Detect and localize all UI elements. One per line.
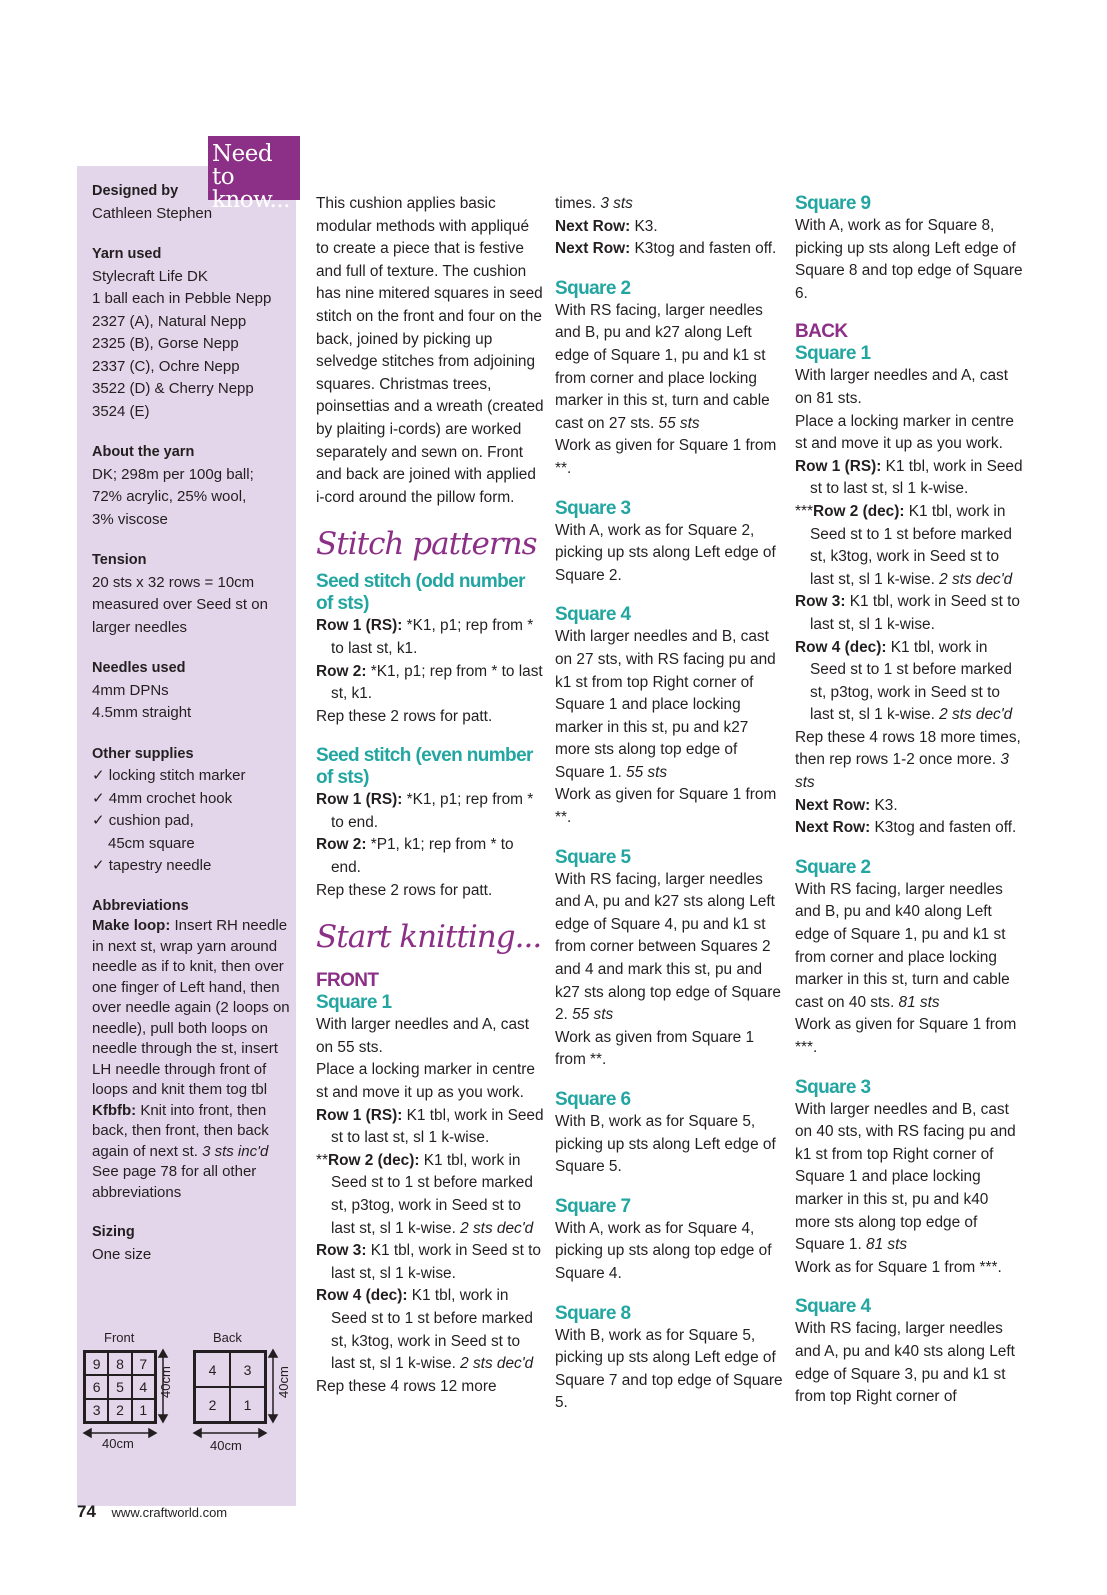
cast-on: With larger needles and A, cast on 55 sts. — [316, 1016, 530, 1056]
row-label: Next Row: — [795, 796, 871, 814]
row-2 — [316, 1150, 544, 1240]
row-text: K1 tbl, work in Seed st to 1 st before marked st, k3tog, work in Seed st to last st, sl 1 k-wise. — [810, 502, 1012, 588]
yarn-line: 3522 (D) & Cherry Nepp — [92, 380, 254, 397]
yarn-line: Stylecraft Life DK — [92, 267, 208, 285]
back-height-label: 40cm — [276, 1366, 291, 1398]
body-text: With RS facing, larger needles and B, pu and k27 along Left edge of Square 1, pu and k1 st from corner and place locking marker in this st, turn and cable cast on 27 sts. — [555, 301, 770, 432]
times-line — [555, 193, 783, 216]
needles-heading: Needles used — [92, 660, 186, 676]
even-row-2 — [316, 834, 544, 879]
row-label: Row 1 (RS): — [316, 1106, 403, 1124]
row-text: K3. — [874, 796, 898, 814]
supply-item-cont: 45cm square — [108, 834, 195, 852]
sts-note: 55 sts — [626, 763, 668, 781]
tension-line: 20 sts x 32 rows = 10cm — [92, 573, 255, 591]
row-label: Next Row: — [555, 217, 631, 235]
abbr-def: Insert RH needle in next st, wrap yarn around needle as if to knit, then over one finger of Left hand, then over needle again (2 loops on needle), pull both loops on needle through the st, insert LH needle through front of loops and knit them tog tbl — [92, 917, 290, 1098]
stitch-patterns-heading: Stitch patterns — [316, 526, 537, 563]
row-label: Row 2: — [316, 662, 367, 680]
row-marker: *** — [795, 502, 813, 520]
row-text: K1 tbl, work in Seed st to 1 st before marked st, k3tog, work in Seed st to last st, sl 1 k-wise. — [331, 1287, 533, 1373]
supplies-heading: Other supplies — [92, 745, 194, 762]
marker-note: Place a locking marker in centre st and move it up as you work. — [795, 412, 1014, 453]
dec-note: 2 sts dec'd — [939, 706, 1013, 724]
back-square-4-heading: Square 4 — [795, 1296, 871, 1318]
next-row-1 — [795, 795, 1023, 818]
column-3 — [795, 193, 1023, 1409]
back-square-2-text — [795, 879, 1023, 1015]
odd-row-1 — [316, 615, 544, 660]
abbr-make-loop — [92, 916, 292, 1101]
row-label: Next Row: — [795, 819, 871, 837]
front-heading: FRONT — [316, 970, 379, 992]
tension-line: larger needles — [92, 618, 188, 636]
abbr-note: 3 sts inc'd — [202, 1142, 269, 1160]
column-1 — [316, 193, 544, 1398]
row-text: *K1, p1; rep from * to last st, k1. — [331, 617, 534, 657]
back-heading: BACK — [795, 321, 848, 343]
square-5-text — [555, 869, 783, 1027]
square-7-heading: Square 7 — [555, 1195, 631, 1217]
row-text: K1 tbl, work in Seed st to last st, sl 1 k-wise. — [810, 593, 1020, 633]
odd-row-2 — [316, 661, 544, 706]
front-cell: 3 — [85, 1399, 108, 1422]
back-square-2-heading: Square 2 — [795, 856, 871, 878]
square-8-heading: Square 8 — [555, 1302, 631, 1324]
row-text: *K1, p1; rep from * to last st, k1. — [331, 662, 543, 703]
back-cell: 3 — [230, 1352, 265, 1387]
sts-note: 3 sts — [600, 195, 633, 212]
back-square-3-heading: Square 3 — [795, 1076, 871, 1098]
abbr-def: Knit into front, then back, then front, then back again of next st. — [92, 1101, 269, 1160]
designed-by-heading: Designed by — [92, 183, 179, 199]
square-6-heading: Square 6 — [555, 1089, 631, 1110]
row-label: Row 3: — [795, 593, 846, 611]
dec-note: 2 sts dec'd — [460, 1219, 534, 1237]
back-label: Back — [213, 1330, 242, 1345]
row-text: K1 tbl, work in Seed st to last st, sl 1 k-wise. — [331, 1106, 544, 1147]
front-width-label: 40cm — [102, 1436, 134, 1451]
back-square-4-text: With RS facing, larger needles and A, pu and k40 sts along Left edge of Square 3, pu and k1 st from top Right corner of — [795, 1320, 1015, 1406]
front-cell: 2 — [108, 1399, 131, 1422]
square-2-text — [555, 300, 783, 436]
row-label: Row 1 (RS): — [316, 617, 403, 635]
back-square-2-work: Work as given for Square 1 from ***. — [795, 1016, 1017, 1056]
square-9-heading: Square 9 — [795, 193, 871, 214]
abbr-term: Kfbfb: — [92, 1101, 137, 1119]
back-width-label: 40cm — [210, 1438, 242, 1453]
repeat-note — [795, 727, 1023, 795]
back-square-3-text — [795, 1099, 1023, 1257]
front-cell: 5 — [108, 1375, 131, 1398]
repeat-note: Rep these 4 rows 12 more — [316, 1377, 497, 1395]
back-cell: 4 — [195, 1352, 230, 1387]
row-text: K3. — [634, 217, 658, 235]
column-2 — [555, 193, 783, 1415]
row-label: Row 3: — [316, 1242, 367, 1260]
back-cell: 2 — [195, 1387, 230, 1422]
square-7-text: With A, work as for Square 4, picking up sts along top edge of Square 4. — [555, 1219, 772, 1282]
row-label: Row 2 (dec): — [327, 1151, 420, 1169]
row-3 — [795, 591, 1023, 636]
front-square-1-heading: Square 1 — [316, 992, 392, 1014]
square-5-heading: Square 5 — [555, 846, 631, 868]
square-9-text: With A, work as for Square 8, picking up sts along Left edge of Square 8 and top edge of Square 6. — [795, 217, 1023, 302]
need-to-know-badge: Need to know... — [208, 136, 300, 200]
row-text: *P1, k1; rep from * to end. — [331, 836, 514, 877]
even-repeat: Rep these 2 rows for patt. — [316, 881, 493, 899]
needle-line: 4.5mm straight — [92, 704, 192, 721]
row-4 — [316, 1285, 544, 1375]
tension-line: measured over Seed st on — [92, 596, 268, 613]
dec-note: 2 sts dec'd — [460, 1355, 534, 1373]
needle-line: 4mm DPNs — [92, 681, 169, 699]
row-1 — [316, 1105, 544, 1150]
marker-note: Place a locking marker in centre st and move it up as you work. — [316, 1061, 535, 1102]
about-line: 3% viscose — [92, 510, 168, 528]
abbr-kfbfb — [92, 1101, 292, 1163]
front-cell: 1 — [132, 1399, 155, 1422]
see-page-note: See page 78 for all other abbreviations — [92, 1163, 257, 1201]
row-label: Row 4 (dec): — [316, 1287, 408, 1305]
sts-note: 3 sts — [795, 751, 1009, 792]
row-text: *K1, p1; rep from * to end. — [331, 791, 534, 831]
sts-note: 55 sts — [658, 414, 700, 432]
square-5-work: Work as given from Square 1 from **. — [555, 1028, 755, 1069]
abbreviations-heading: Abbreviations — [92, 897, 189, 914]
body-text: With larger needles and B, cast on 40 sts, with RS facing pu and k1 st from top Right corner of Square 1 and place locking marker in this st, pu and k40 more sts along top edge of Square 1. — [795, 1100, 1016, 1254]
front-cell: 4 — [132, 1375, 155, 1398]
about-yarn-heading: About the yarn — [92, 444, 195, 460]
yarn-heading: Yarn used — [92, 246, 162, 262]
yarn-line: 2337 (C), Ochre Nepp — [92, 357, 240, 375]
front-height-label: 40cm — [158, 1366, 173, 1398]
row-label: Row 2: — [316, 836, 367, 854]
row-text: K3tog and fasten off. — [874, 819, 1017, 837]
row-3 — [316, 1240, 544, 1285]
times-text: times. — [555, 195, 597, 212]
sts-note: 81 sts — [866, 1236, 908, 1254]
yarn-line: 3524 (E) — [92, 402, 150, 420]
row-text: K1 tbl, work in Seed st to 1 st before marked st, p3tog, work in Seed st to last st, sl 1 k-wise. — [810, 638, 1012, 724]
row-2 — [795, 501, 1023, 591]
about-line: 72% acrylic, 25% wool, — [92, 488, 247, 505]
row-label: Row 4 (dec): — [795, 638, 887, 656]
seed-odd-heading: Seed stitch (odd number of sts) — [316, 571, 525, 615]
cast-on: With larger needles and A, cast on 81 sts. — [795, 367, 1009, 407]
row-marker: ** — [316, 1151, 328, 1169]
front-cell: 9 — [85, 1352, 108, 1375]
yarn-line: 2327 (A), Natural Nepp — [92, 312, 247, 330]
sts-note: 81 sts — [898, 993, 940, 1011]
page-footer — [77, 1502, 227, 1522]
designer-name: Cathleen Stephen — [92, 204, 213, 222]
sizing-value: One size — [92, 1245, 152, 1263]
sidebar-content — [92, 180, 292, 1284]
square-2-work: Work as given for Square 1 from **. — [555, 437, 777, 477]
sizing-heading: Sizing — [92, 1224, 135, 1240]
start-knitting-heading: Start knitting... — [316, 919, 542, 956]
square-8-text: With B, work as for Square 5, picking up sts along Left edge of Square 7 and top edge of Square 5. — [555, 1326, 783, 1412]
abbr-term: Make loop: — [92, 917, 171, 934]
supply-item: ✓ 4mm crochet hook — [92, 788, 292, 811]
body-text: With RS facing, larger needles and B, pu and k40 along Left edge of Square 1, pu and k1 st from corner and place locking marker in this st, turn and cable cast on 40 sts. — [795, 880, 1010, 1011]
next-row-1 — [555, 216, 783, 239]
assembly-diagram — [80, 1330, 290, 1470]
row-text: K1 tbl, work in Seed st to last st, sl 1 k-wise. — [810, 457, 1023, 498]
square-4-work: Work as given for Square 1 from **. — [555, 786, 777, 827]
row-text: K1 tbl, work in Seed st to last st, sl 1 k-wise. — [331, 1242, 541, 1282]
row-label: Row 1 (RS): — [795, 457, 882, 475]
about-line: DK; 298m per 100g ball; — [92, 465, 254, 483]
row-text: K1 tbl, work in Seed st to 1 st before marked st, p3tog, work in Seed st to last st, sl 1 k-wise. — [331, 1151, 533, 1237]
row-label: Next Row: — [555, 240, 631, 258]
even-row-1 — [316, 789, 544, 834]
supply-item: ✓ locking stitch marker — [92, 765, 292, 788]
row-label: Row 2 (dec): — [812, 502, 905, 520]
square-6-text: With B, work as for Square 5, picking up sts along Left edge of Square 5. — [555, 1113, 776, 1176]
sts-note: 55 sts — [572, 1006, 614, 1024]
front-cell: 7 — [132, 1352, 155, 1375]
supply-item: ✓ tapestry needle — [92, 855, 292, 878]
square-4-text — [555, 626, 783, 784]
next-row-2 — [795, 817, 1023, 840]
front-label: Front — [104, 1330, 135, 1345]
back-square-3-work: Work as for Square 1 from ***. — [795, 1258, 1002, 1276]
supply-item: ✓ cushion pad, — [92, 810, 292, 833]
intro-paragraph: This cushion applies basic modular methods with appliqué to create a piece that is festive and full of texture. The cushion has nine mitered squares in seed stitch on the front and four on the back, joined by picking up selvedge stitches from adjoining squares. Christmas trees, poinsettias and a wreath (created by plaiting i-cords) are worked separately and sewn on. Front and back are joined with applied i-cord around the pillow form. — [316, 195, 544, 506]
footer-url[interactable]: www.craftworld.com — [111, 1505, 228, 1520]
next-row-2 — [555, 238, 783, 261]
dec-note: 2 sts dec'd — [939, 570, 1013, 588]
square-4-heading: Square 4 — [555, 604, 631, 626]
square-2-heading: Square 2 — [555, 277, 631, 299]
tension-heading: Tension — [92, 552, 147, 568]
seed-even-heading: Seed stitch (even number of sts) — [316, 745, 533, 789]
yarn-line: 2325 (B), Gorse Nepp — [92, 335, 239, 352]
square-3-heading: Square 3 — [555, 497, 631, 519]
row-text: K3tog and fasten off. — [634, 240, 777, 258]
back-square-1-heading: Square 1 — [795, 343, 871, 365]
body-text: With larger needles and B, cast on 27 sts, with RS facing pu and k1 st from top Right corner of Square 1 and place locking marker in this st, pu and k27 more sts along top edge of Square 1. — [555, 628, 776, 781]
page-number: 74 — [77, 1502, 96, 1521]
row-4 — [795, 637, 1023, 727]
body-text: With RS facing, larger needles and A, pu and k27 sts along Left edge of Square 4, pu and k1 st from corner between Squares 2 and 4 and mark this st, pu and k27 sts along top edge of Square 2. — [555, 870, 781, 1024]
row-1 — [795, 456, 1023, 501]
back-cell: 1 — [230, 1387, 265, 1422]
front-cell: 6 — [85, 1375, 108, 1398]
yarn-line: 1 ball each in Pebble Nepp — [92, 290, 272, 307]
front-cell: 8 — [108, 1352, 131, 1375]
row-label: Row 1 (RS): — [316, 791, 403, 809]
body-text: Rep these 4 rows 18 more times, then rep rows 1-2 once more. — [795, 728, 1021, 769]
odd-repeat: Rep these 2 rows for patt. — [316, 707, 493, 725]
square-3-text: With A, work as for Square 2, picking up sts along Left edge of Square 2. — [555, 521, 776, 584]
